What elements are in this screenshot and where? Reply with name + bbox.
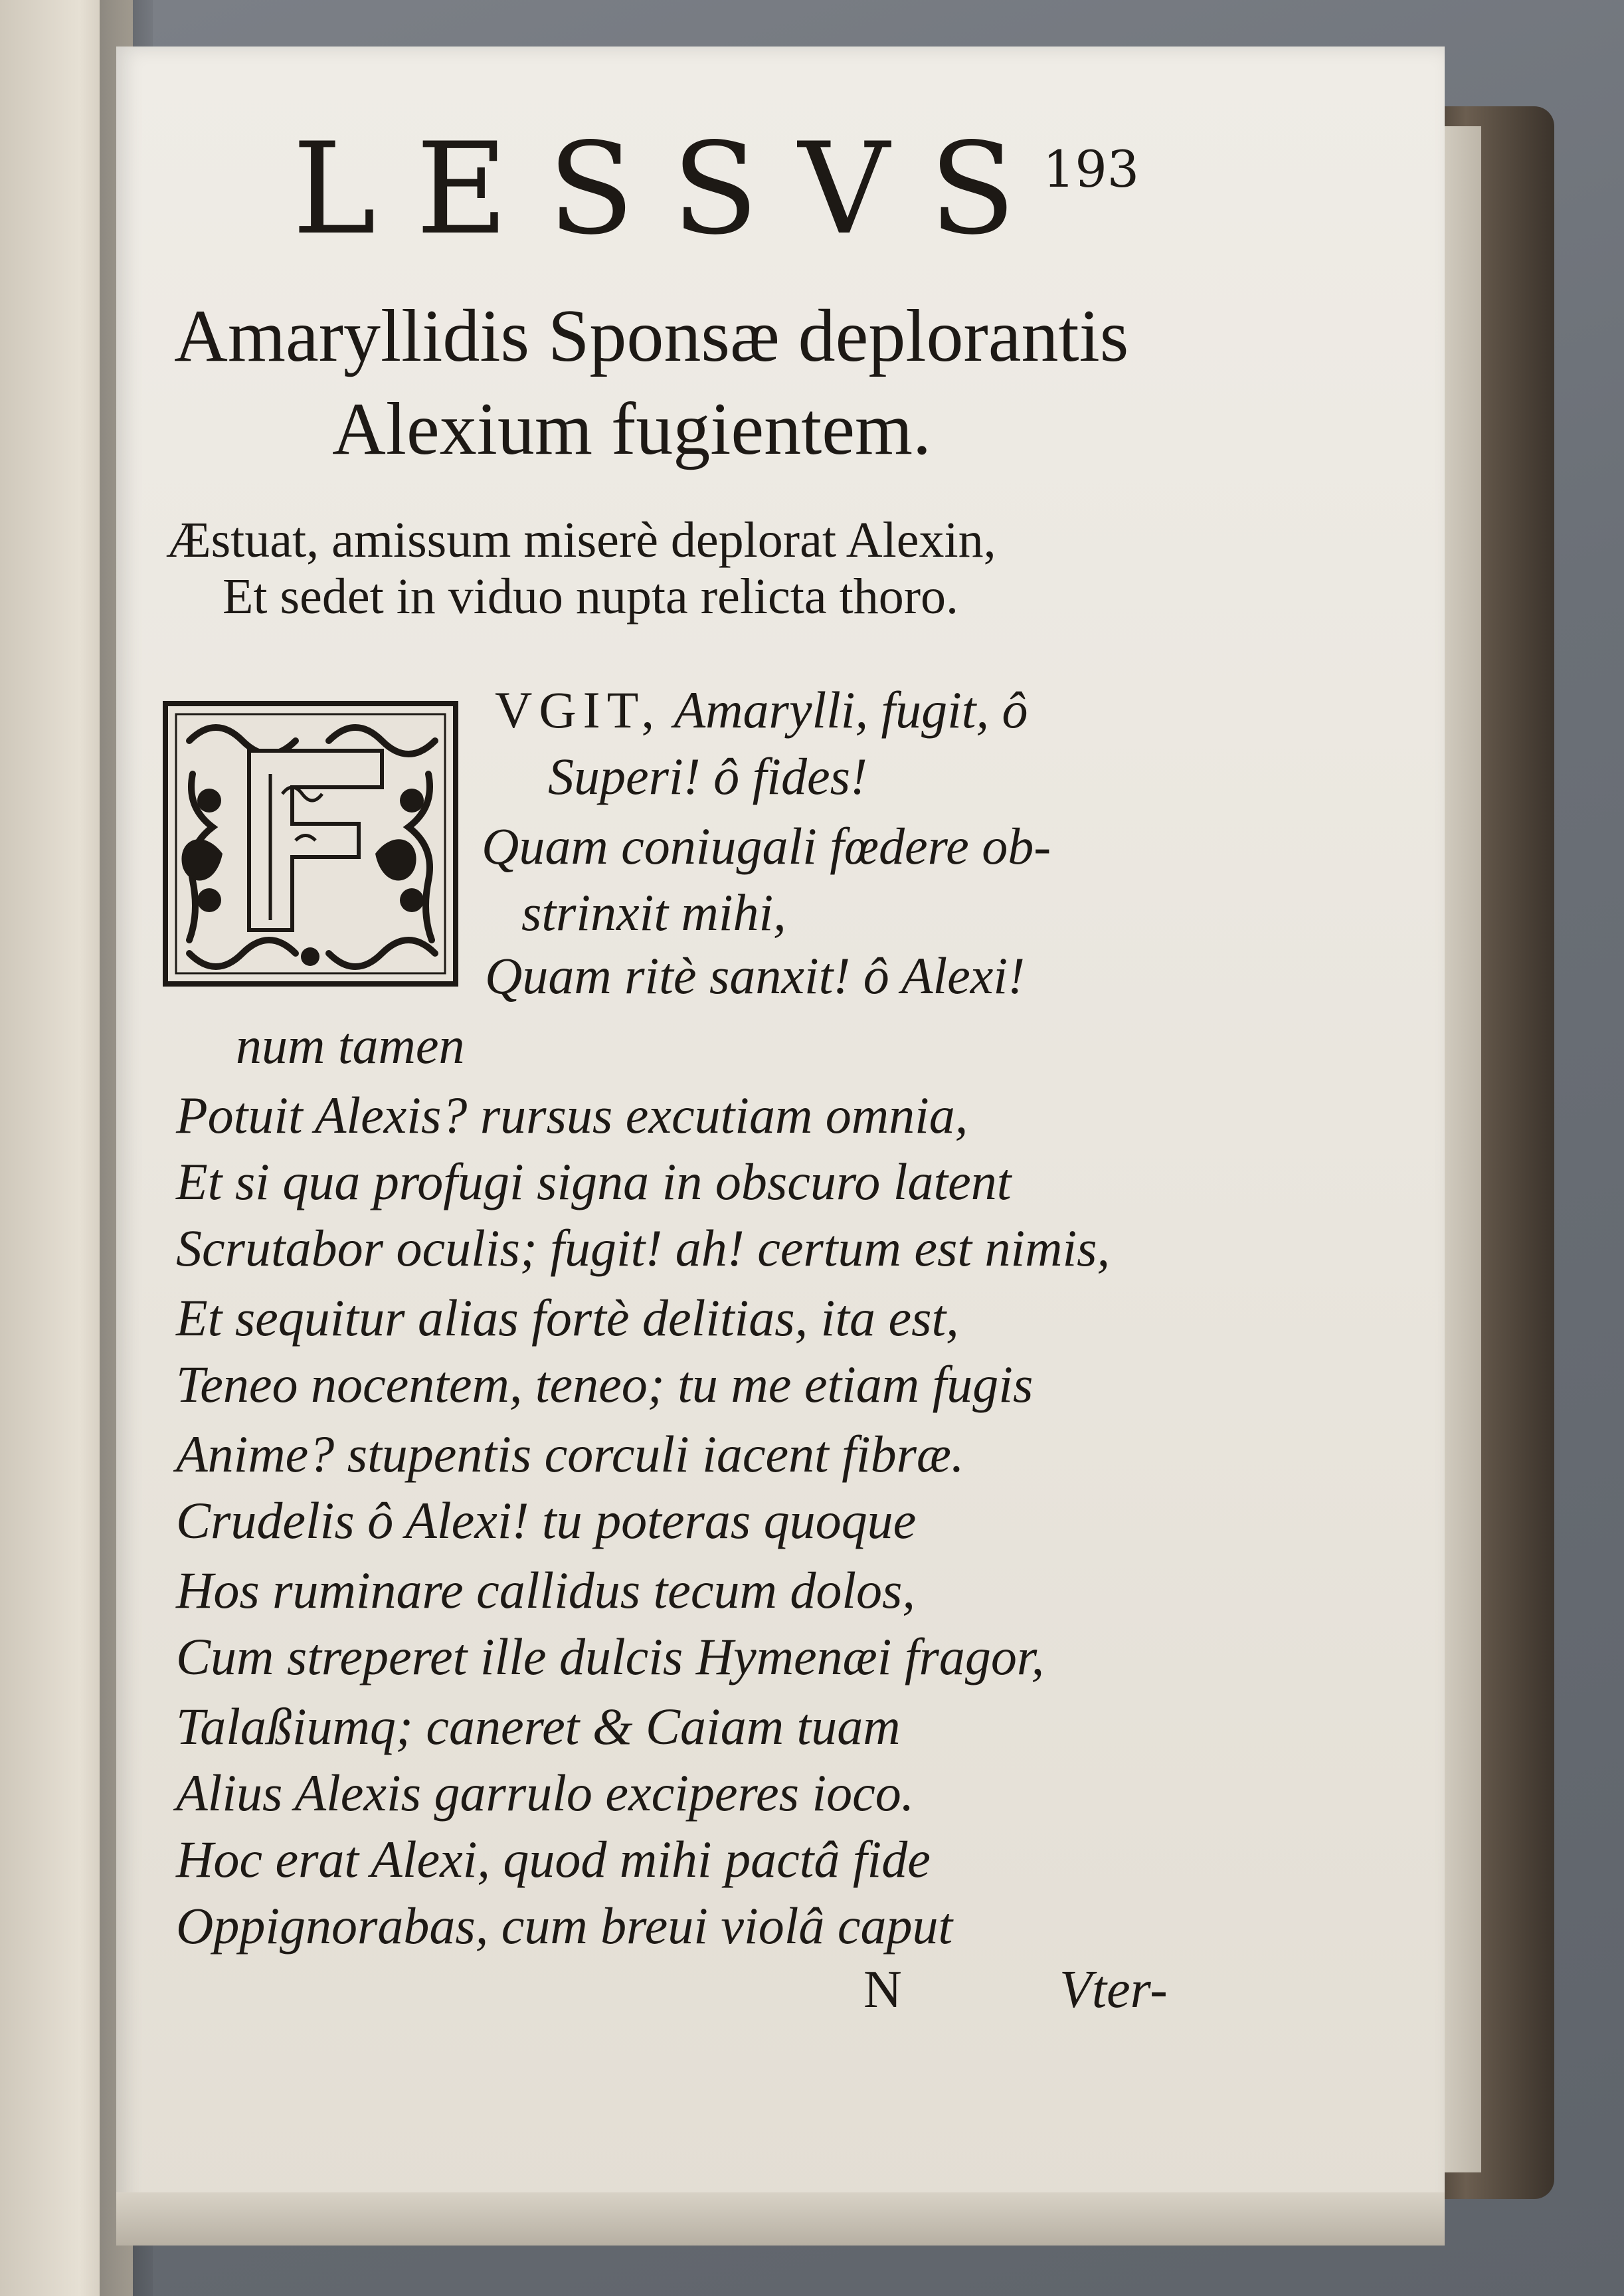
poem-line-first	[495, 681, 1028, 739]
poem-line: Hoc erat Alexi, quod mihi pactâ fide	[176, 1830, 931, 1888]
motto-line-2: Et sedet in viduo nupta relicta thoro.	[223, 569, 959, 624]
poem-first-rest: Amarylli, fugit, ô	[674, 681, 1028, 739]
poem-line: Crudelis ô Alexi! tu poteras quoque	[176, 1491, 917, 1549]
poem-line: Alius Alexis garrulo exciperes ioco.	[176, 1764, 915, 1822]
poem-line: num tamen	[236, 1016, 465, 1074]
poem-line: Et si qua profugi signa in obscuro latent	[176, 1153, 1012, 1210]
poem-line: Cum streperet ille dulcis Hymenæi fragor,	[176, 1628, 1045, 1685]
poem-line: Potuit Alexis? rursus excutiam omnia,	[176, 1086, 968, 1144]
page-bottom-edge	[116, 2192, 1445, 2246]
poem-line: Scrutabor oculis; fugit! ah! certum est nimis,	[176, 1219, 1111, 1277]
poem-line: Quam coniugali fœdere ob-	[482, 817, 1051, 875]
poem-line: Hos ruminare callidus tecum dolos,	[176, 1561, 915, 1619]
page-number: 193	[1043, 140, 1140, 199]
poem-line: Quam ritè sanxit! ô Alexi!	[485, 947, 1026, 1004]
poem-line: Anime? stupentis corculi iacent fibræ.	[176, 1425, 964, 1483]
poem-line: Talaßiumq; caneret & Caiam tuam	[176, 1697, 901, 1755]
poem-line: strinxit mihi,	[521, 884, 786, 941]
signature-mark: N	[863, 1961, 902, 2019]
poem-line: Superi! ô fides!	[548, 747, 867, 805]
catchword: Vter-	[1059, 1961, 1168, 2019]
poem-line: Oppignorabas, cum breui violâ caput	[176, 1897, 953, 1955]
decorated-initial-icon	[163, 701, 458, 987]
subtitle-line-2: Alexium fugientem.	[332, 388, 932, 470]
page-title: LESSVS	[292, 116, 1056, 262]
poem-first-caps: VGIT,	[495, 681, 661, 739]
poem-line: Et sequitur alias fortè delitias, ita est,	[176, 1289, 959, 1347]
motto-line-1: Æstuat, amissum miserè deplorat Alexin,	[166, 512, 996, 568]
subtitle-line-1: Amaryllidis Sponsæ deplorantis	[174, 295, 1129, 377]
poem-line: Teneo nocentem, teneo; tu me etiam fugis	[176, 1355, 1034, 1413]
